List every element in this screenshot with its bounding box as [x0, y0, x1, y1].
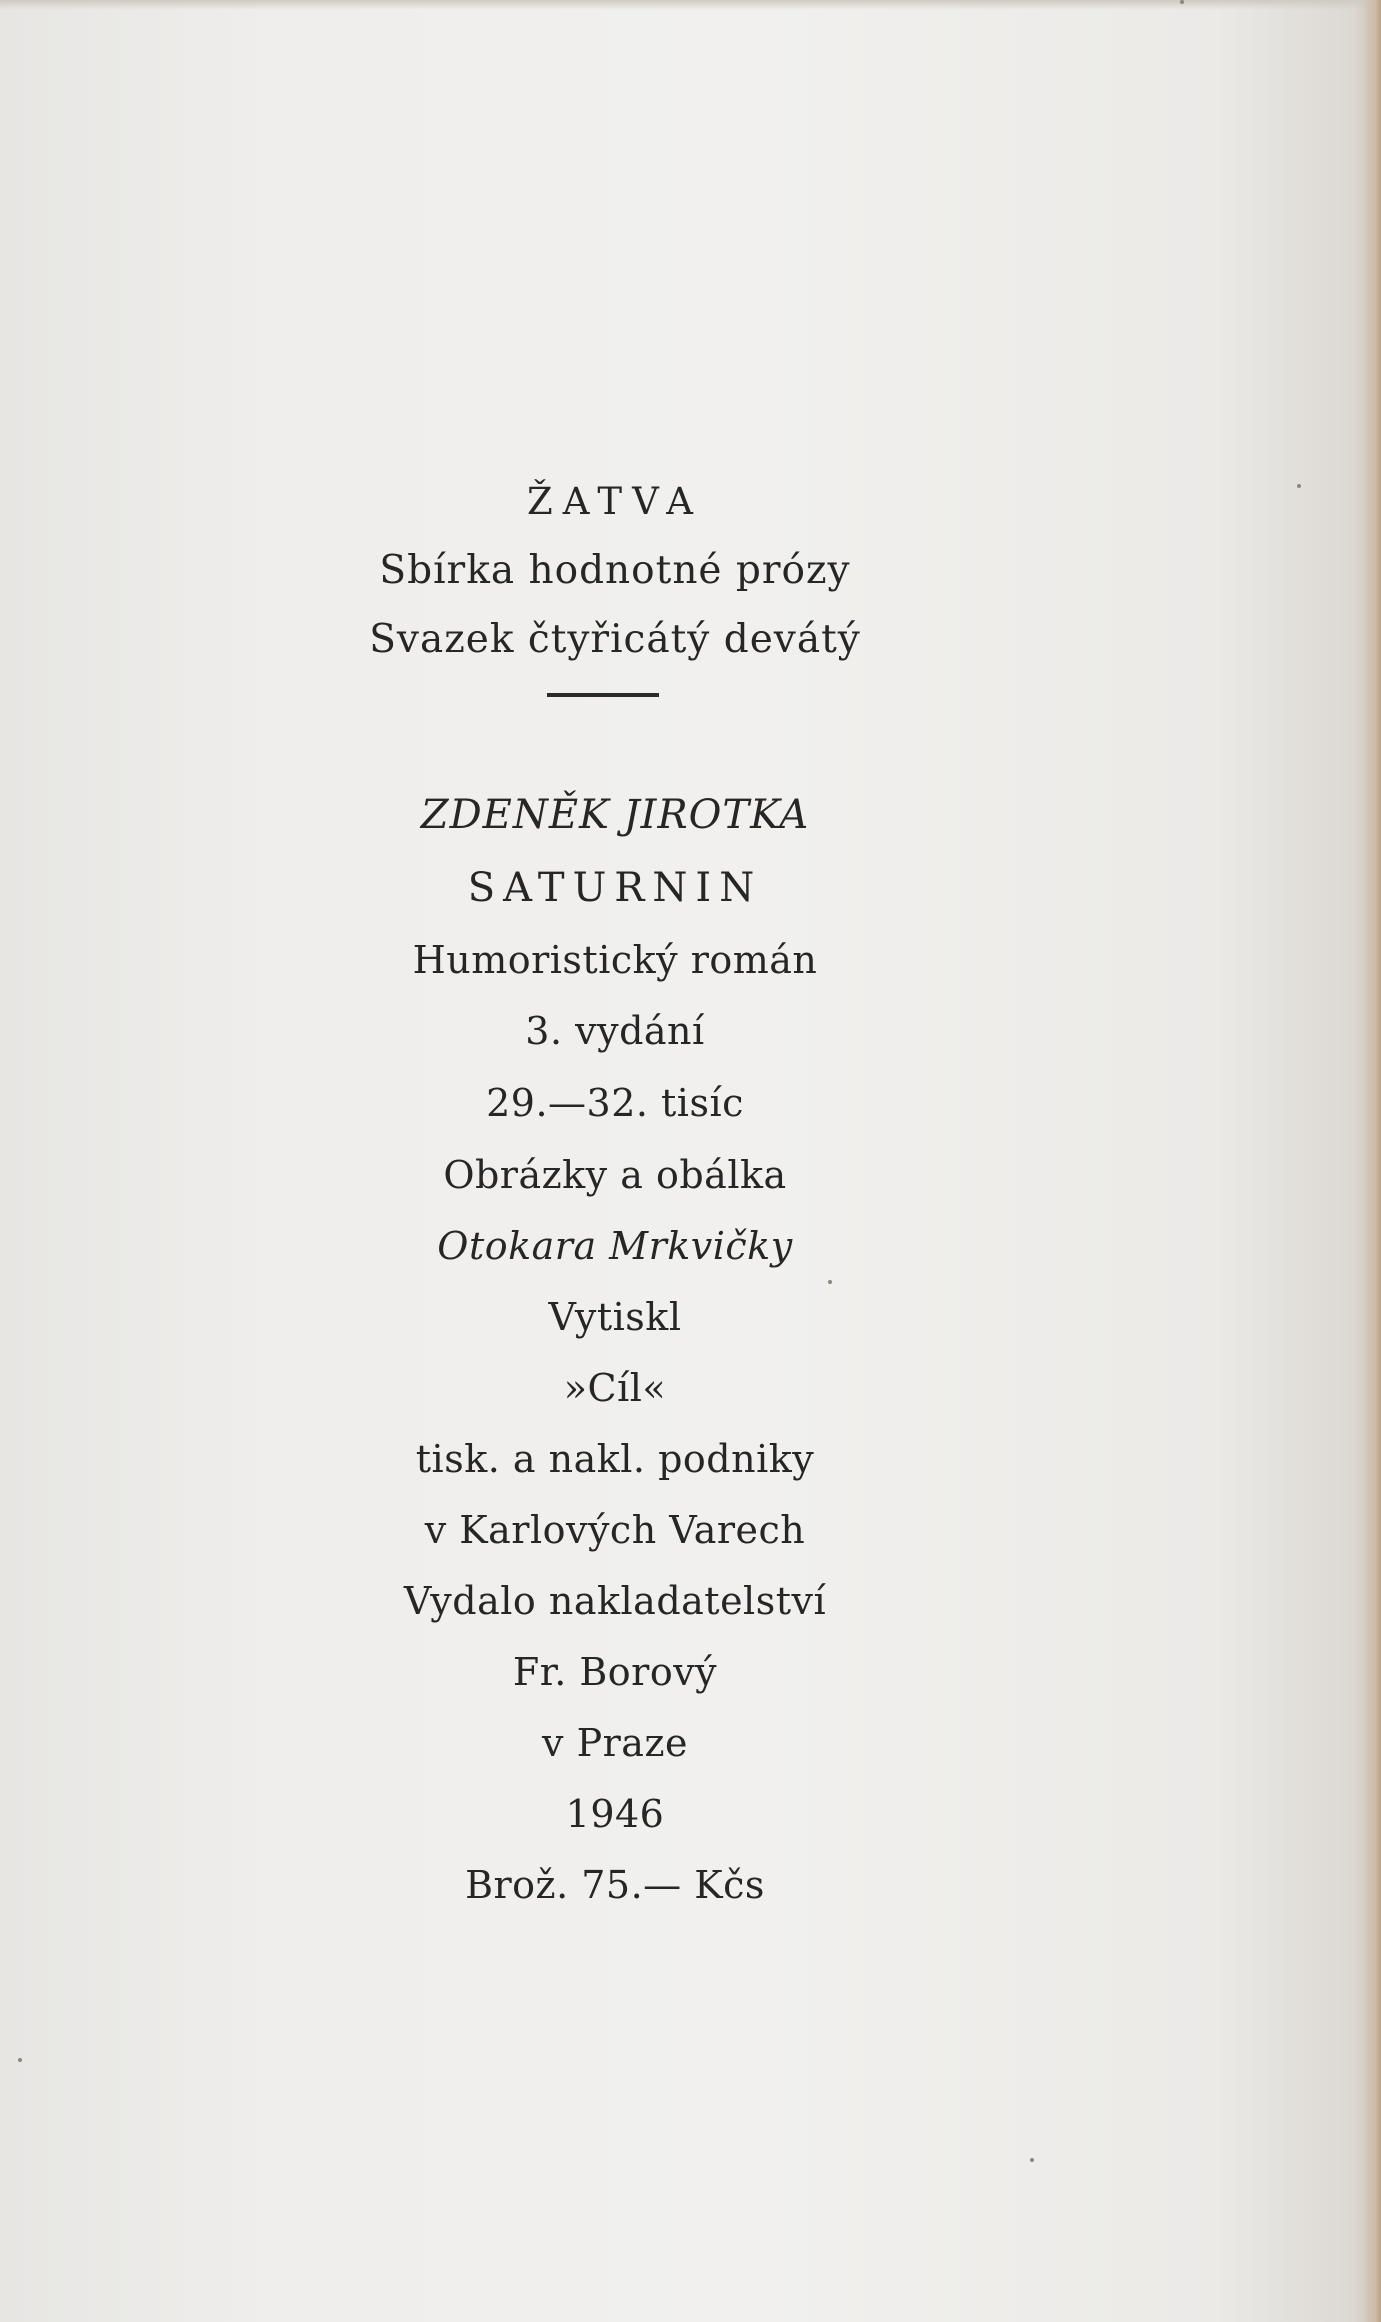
edition: 3. vydání: [525, 1009, 705, 1053]
publisher-label: Vydalo nakladatelství: [403, 1579, 827, 1623]
illustrations-label: Obrázky a obálka: [443, 1153, 787, 1197]
page-top-edge: [0, 0, 1381, 10]
author-name: ZDENĚK JIROTKA: [420, 792, 810, 838]
paper-speck: [1180, 0, 1184, 4]
publication-year: 1946: [565, 1792, 665, 1836]
printer-location: v Karlových Varech: [424, 1508, 806, 1552]
book-title: SATURNIN: [467, 865, 763, 911]
paper-speck: [18, 2058, 22, 2062]
series-volume: Svazek čtyřicátý devátý: [369, 617, 861, 662]
printer-name: »Cíl«: [563, 1366, 667, 1410]
paper-speck: [828, 1280, 832, 1284]
publisher-name: Fr. Borový: [512, 1650, 718, 1694]
publisher-location: v Praze: [542, 1721, 688, 1765]
print-run: 29.—32. tisíc: [486, 1081, 744, 1125]
page-right-edge: [1363, 0, 1381, 2322]
series-subtitle: Sbírka hodnotné prózy: [379, 548, 851, 593]
paper-speck: [1297, 484, 1301, 488]
printer-description: tisk. a nakl. podniky: [415, 1437, 815, 1481]
series-name: ŽATVA: [526, 480, 703, 523]
genre: Humoristický román: [412, 938, 818, 982]
paper-speck: [1030, 2158, 1034, 2162]
illustrator-name: Otokara Mrkvičky: [437, 1224, 793, 1268]
printed-by-label: Vytiskl: [548, 1295, 682, 1339]
price: Brož. 75.— Kčs: [465, 1863, 765, 1907]
divider-rule: [547, 693, 659, 697]
